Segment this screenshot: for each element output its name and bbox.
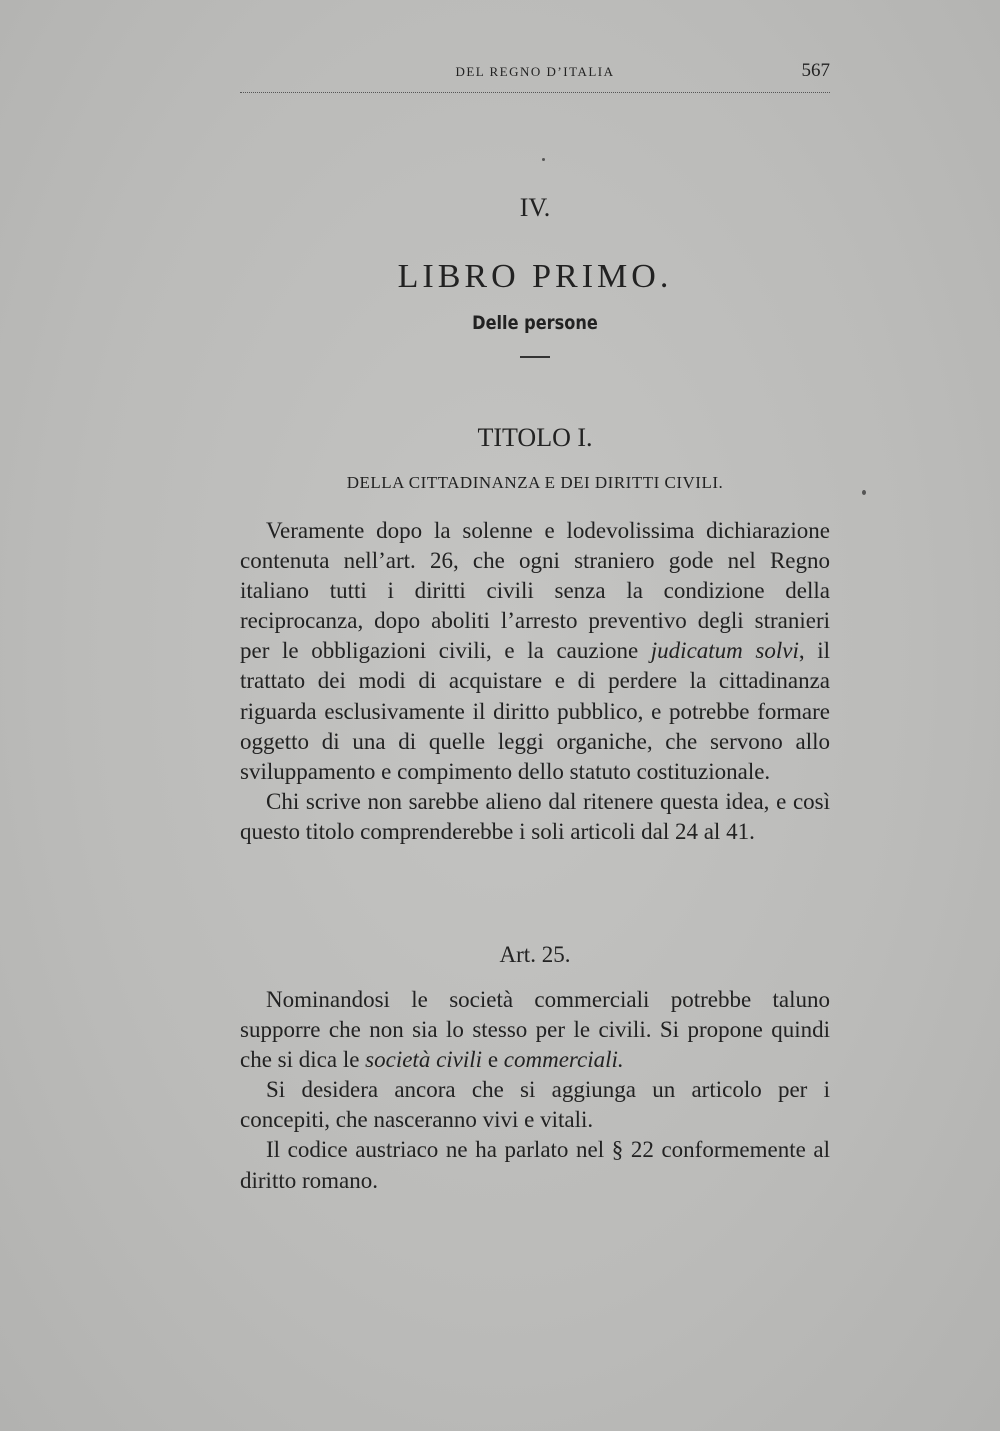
text-run: Nominandosi le società commerciali potrebbe taluno supporre che non sia lo stesso per le civili. Si propone quindi che si dica le: [240, 987, 830, 1073]
text-run: Chi scrive non sarebbe alieno dal ritenere questa idea, e così questo titolo comprenderebbe i soli articoli dal 24 al 41.: [240, 788, 830, 844]
italic-text: società civili: [365, 1047, 483, 1073]
section-number: IV.: [519, 193, 551, 222]
text-run: e: [482, 1047, 504, 1073]
paper-speck: [862, 490, 866, 495]
text-run: Veramente dopo la solenne e lodevolissima dichiarazione contenuta nell’art. 26, che ogni straniero gode nel Regno italiano tutti i diritti civili senza la condizione della reciprocanza, dopo aboliti l’arresto preventivo degli stranieri per le obbligazioni civili, e la cauzione: [240, 518, 830, 664]
paragraph: [240, 787, 830, 847]
italic-text: commerciali.: [503, 1047, 624, 1073]
italic-text: judicatum solvi: [650, 638, 799, 664]
dash-divider: [520, 356, 550, 358]
paragraph: [240, 516, 830, 787]
article-heading: Art. 25.: [499, 942, 571, 967]
running-header: [240, 60, 830, 93]
body-text-article-25: [240, 985, 830, 1196]
page-number: 567: [801, 60, 830, 81]
paragraph: [240, 985, 830, 1075]
book-subtitle: Delle persone: [472, 312, 598, 334]
title-subheading: DELLA CITTADINANZA E DEI DIRITTI CIVILI.: [346, 473, 724, 492]
body-text-title-i: [240, 516, 830, 847]
text-run: , il trattato dei modi di acquistare e di perdere la cittadinanza riguarda esclusivamente il diritto pubblico, e potrebbe formare oggetto di una di quelle leggi organiche, che servono allo sviluppamento e compimento dello statuto costituzionale.: [240, 638, 830, 784]
text-run: Il codice austriaco ne ha parlato nel § 22 conformemente al diritto romano.: [240, 1137, 830, 1193]
running-title: DEL REGNO D’ITALIA: [455, 64, 615, 79]
text-run: Si desidera ancora che si aggiunga un articolo per i concepiti, che nasceranno vivi e vitali.: [240, 1077, 830, 1133]
paper-speck: [542, 158, 545, 161]
paragraph: [240, 1135, 830, 1195]
title-heading: TITOLO I.: [477, 423, 593, 452]
book-title: LIBRO PRIMO.: [397, 258, 673, 295]
paragraph: [240, 1075, 830, 1135]
